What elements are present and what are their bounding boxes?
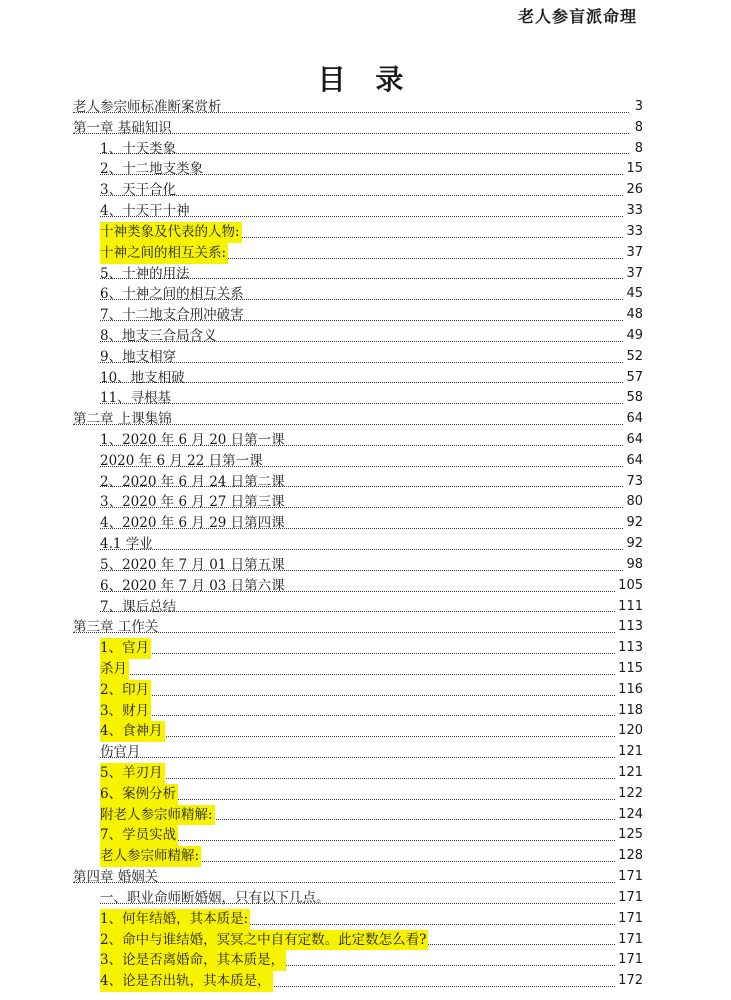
toc-entry-label: 第四章 婚姻关: [73, 869, 159, 886]
toc-entry-label: 2、2020 年 6 月 24 日第二课: [100, 473, 285, 490]
toc-entry-page-number: 105: [616, 576, 643, 597]
toc-entry-label: 伤官月: [100, 744, 141, 761]
toc-leader-dots: [100, 799, 629, 800]
toc-entry-page-number: 111: [616, 597, 643, 618]
toc-entry-label: 第三章 工作关: [73, 619, 159, 636]
toc-entry-page-number: 92: [624, 534, 643, 555]
toc-entry-label: 4、论是否出轨，其本质是，: [100, 971, 273, 992]
toc-entry[interactable]: [73, 846, 643, 867]
toc-entry-label: 4、2020 年 6 月 29 日第四课: [100, 515, 285, 532]
toc-entry[interactable]: [73, 201, 643, 222]
toc-entry[interactable]: [73, 118, 643, 139]
toc-entry[interactable]: [73, 825, 643, 846]
toc-entry-page-number: 128: [616, 846, 643, 867]
toc-entry-page-number: 52: [624, 347, 643, 368]
toc-entry-label: 第一章 基础知识: [73, 119, 172, 136]
toc-entry[interactable]: [73, 159, 643, 180]
toc-entry-page-number: 115: [616, 659, 643, 680]
toc-entry[interactable]: [73, 305, 643, 326]
toc-entry-label: 9、地支相穿: [100, 348, 177, 365]
toc-entry-label: 8、地支三合局含义: [100, 327, 217, 344]
toc-entry[interactable]: [73, 180, 643, 201]
toc-entry[interactable]: [73, 513, 643, 534]
toc-entry[interactable]: [73, 867, 643, 888]
toc-entry-page-number: 57: [624, 368, 643, 389]
table-of-contents: [73, 97, 643, 992]
toc-entry-label: 5、2020 年 7 月 01 日第五课: [100, 556, 285, 573]
toc-entry-page-number: 172: [616, 971, 643, 992]
toc-entry[interactable]: [73, 492, 643, 513]
toc-entry-label: 11、寻根基: [100, 390, 172, 407]
toc-entry-page-number: 116: [616, 680, 643, 701]
toc-entry[interactable]: [73, 638, 643, 659]
toc-entry-label: 10、地支相破: [100, 369, 185, 386]
toc-entry[interactable]: [73, 909, 643, 930]
toc-entry[interactable]: [73, 326, 643, 347]
toc-entry-label: 1、十天类象: [100, 140, 177, 157]
toc-entry[interactable]: [73, 451, 643, 472]
toc-entry-page-number: 122: [616, 784, 643, 805]
toc-entry-page-number: 8: [633, 139, 643, 160]
toc-entry-label: 4.1 学业: [100, 536, 153, 553]
toc-entry[interactable]: [73, 805, 643, 826]
toc-entry-page-number: 113: [616, 617, 643, 638]
toc-entry[interactable]: [73, 555, 643, 576]
toc-entry-page-number: 15: [624, 159, 643, 180]
toc-leader-dots: [100, 362, 629, 363]
toc-entry-page-number: 37: [624, 264, 643, 285]
toc-entry[interactable]: [73, 597, 643, 618]
toc-entry-page-number: 171: [616, 867, 643, 888]
toc-entry[interactable]: [73, 576, 643, 597]
toc-entry[interactable]: [73, 763, 643, 784]
toc-entry[interactable]: [73, 950, 643, 971]
toc-entry-page-number: 113: [616, 638, 643, 659]
toc-entry-label: 3、论是否离婚命，其本质是，: [100, 950, 286, 971]
toc-entry-label: 杀月: [100, 659, 129, 680]
toc-entry[interactable]: [73, 701, 643, 722]
toc-entry-label: 附老人参宗师精解:: [100, 805, 215, 826]
toc-entry-label: 3、2020 年 6 月 27 日第三课: [100, 494, 285, 511]
toc-entry-page-number: 125: [616, 825, 643, 846]
toc-entry-page-number: 171: [616, 888, 643, 909]
toc-entry[interactable]: [73, 930, 643, 951]
toc-entry-label: 老人参宗师标准断案赏析: [73, 99, 222, 115]
toc-entry-page-number: 8: [633, 118, 643, 139]
toc-entry-page-number: 73: [624, 472, 643, 493]
toc-entry-page-number: 64: [624, 430, 643, 451]
toc-entry-page-number: 171: [616, 950, 643, 971]
toc-leader-dots: [100, 195, 629, 196]
toc-leader-dots: [100, 653, 629, 654]
toc-leader-dots: [100, 549, 629, 550]
toc-entry-label: 2、十二地支类象: [100, 161, 204, 178]
toc-title: 目 录: [317, 63, 414, 96]
toc-entry[interactable]: [73, 222, 643, 243]
toc-entry-label: 3、财月: [100, 701, 151, 722]
toc-entry-page-number: 33: [624, 201, 643, 222]
toc-entry-label: 7、十二地支合刑冲破害: [100, 307, 244, 324]
toc-entry[interactable]: [73, 243, 643, 264]
toc-entry-label: 5、羊刃月: [100, 763, 165, 784]
toc-entry-label: 7、学员实战: [100, 825, 178, 846]
toc-entry[interactable]: [73, 534, 643, 555]
toc-leader-dots: [100, 153, 629, 154]
toc-entry[interactable]: [73, 284, 643, 305]
toc-entry-label: 6、2020 年 7 月 03 日第六课: [100, 577, 285, 594]
toc-entry-label: 十神之间的相互关系:: [100, 243, 228, 264]
toc-entry-label: 6、十神之间的相互关系: [100, 286, 244, 303]
toc-entry-page-number: 92: [624, 513, 643, 534]
toc-entry-page-number: 37: [624, 243, 643, 264]
toc-entry[interactable]: [73, 971, 643, 992]
toc-entry-page-number: 124: [616, 805, 643, 826]
toc-leader-dots: [100, 715, 629, 716]
toc-entry-label: 6、案例分析: [100, 784, 178, 805]
toc-entry-label: 3、天干合化: [100, 182, 177, 199]
toc-entry-page-number: 171: [616, 909, 643, 930]
toc-entry-label: 7、课后总结: [100, 598, 177, 615]
toc-leader-dots: [100, 403, 629, 404]
toc-entry-label: 2、命中与谁结婚，冥冥之中自有定数。此定数怎么看?: [100, 930, 428, 951]
toc-entry-page-number: 64: [624, 451, 643, 472]
toc-leader-dots: [100, 778, 629, 779]
toc-leader-dots: [100, 611, 629, 612]
toc-leader-dots: [100, 736, 629, 737]
toc-leader-dots: [100, 757, 629, 758]
toc-entry-label: 一、职业命师断婚姻，只有以下几点。: [100, 889, 330, 906]
toc-entry[interactable]: [73, 617, 643, 638]
toc-entry[interactable]: [73, 264, 643, 285]
toc-entry[interactable]: [73, 139, 643, 160]
toc-entry[interactable]: [73, 680, 643, 701]
toc-entry[interactable]: [73, 430, 643, 451]
toc-entry[interactable]: [73, 409, 643, 430]
toc-entry-label: 十神类象及代表的人物:: [100, 222, 242, 243]
toc-entry-page-number: 58: [624, 388, 643, 409]
toc-entry-page-number: 45: [624, 284, 643, 305]
toc-entry-label: 4、十天干十神: [100, 203, 190, 220]
toc-entry-page-number: 33: [624, 222, 643, 243]
toc-entry-label: 2020 年 6 月 22 日第一课: [100, 452, 263, 469]
toc-entry-label: 5、十神的用法: [100, 265, 190, 282]
toc-entry-page-number: 64: [624, 409, 643, 430]
toc-entry-page-number: 48: [624, 305, 643, 326]
toc-entry-page-number: 98: [624, 555, 643, 576]
toc-entry[interactable]: [73, 784, 643, 805]
toc-entry-page-number: 120: [616, 721, 643, 742]
toc-entry-page-number: 171: [616, 930, 643, 951]
toc-entry-page-number: 3: [633, 97, 643, 118]
toc-entry[interactable]: [73, 659, 643, 680]
toc-entry-label: 第二章 上课集锦: [73, 411, 172, 428]
toc-entry-page-number: 121: [616, 742, 643, 763]
toc-entry-label: 1、官月: [100, 638, 151, 659]
toc-entry-page-number: 49: [624, 326, 643, 347]
toc-entry-label: 2、印月: [100, 680, 151, 701]
toc-entry-label: 4、食神月: [100, 721, 165, 742]
toc-entry[interactable]: [73, 472, 643, 493]
toc-entry-page-number: 118: [616, 701, 643, 722]
toc-entry-label: 1、2020 年 6 月 20 日第一课: [100, 432, 285, 448]
toc-entry[interactable]: [73, 388, 643, 409]
toc-entry-label: 1、何年结婚，其本质是:: [100, 909, 250, 930]
toc-entry[interactable]: [73, 721, 643, 742]
running-header: 老人参盲派命理: [517, 7, 637, 26]
toc-entry[interactable]: [73, 368, 643, 389]
toc-entry[interactable]: [73, 888, 643, 909]
toc-leader-dots: [100, 840, 629, 841]
toc-entry-page-number: 26: [624, 180, 643, 201]
toc-leader-dots: [100, 674, 629, 675]
toc-entry[interactable]: [73, 742, 643, 763]
toc-entry[interactable]: [73, 347, 643, 368]
toc-entry-page-number: 121: [616, 763, 643, 784]
toc-leader-dots: [100, 695, 629, 696]
toc-entry-page-number: 80: [624, 492, 643, 513]
toc-entry-label: 老人参宗师精解:: [100, 846, 201, 867]
toc-entry[interactable]: [73, 97, 643, 118]
